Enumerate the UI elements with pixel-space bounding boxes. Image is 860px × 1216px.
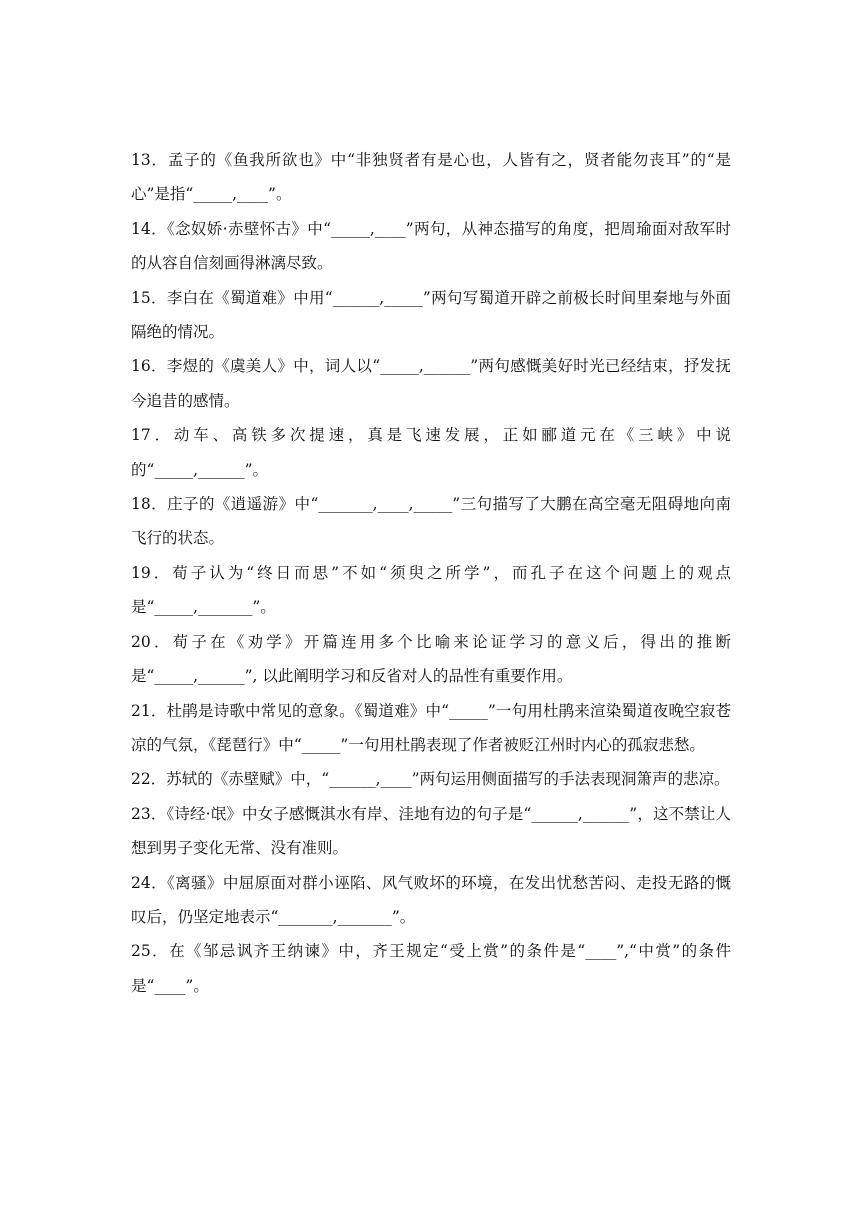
question-list — [131, 143, 731, 1003]
question-21: 21．杜鹃是诗歌中常见的意象。《蜀道难》中“_____”一句用杜鹃来渲染蜀道夜晚空寂苍凉的气氛，《琵琶行》中“_____”一句用杜鹃表现了作者被贬江州时内心的孤寂悲愁。 — [131, 701, 731, 754]
question-15: 15．李白在《蜀道难》中用“______,_____”两句写蜀道开辟之前极长时间里秦地与外面隔绝的情况。 — [131, 288, 731, 342]
question-13: 13．孟子的《鱼我所欲也》中“非独贤者有是心也，人皆有之，贤者能勿丧耳”的“是心”是指“_____,____”。 — [131, 151, 731, 204]
question-23: 23．《诗经·氓》中女子感慨淇水有岸、洼地有边的句子是“______,______”，这不禁让人想到男子变化无常、没有准则。 — [131, 804, 731, 858]
question-16: 16．李煜的《虞美人》中，词人以“_____,______”两句感慨美好时光已经结束，抒发抚今追昔的感情。 — [131, 357, 731, 410]
question-25: 25．在《邹忌讽齐王纳谏》中，齐王规定“受上赏”的条件是“____”,“中赏”的条件是“____”。 — [131, 942, 731, 995]
question-17: 17．动车、高铁多次提速，真是飞速发展，正如郦道元在《三峡》中说的“_____,______”。 — [131, 426, 731, 479]
question-19: 19．荀子认为“终日而思”不如“须臾之所学”，而孔子在这个问题上的观点是“_____,_______”。 — [131, 563, 731, 617]
question-22: 22．苏轼的《赤壁赋》中，“______,____”两句运用侧面描写的手法表现洞箫声的悲凉。 — [131, 770, 730, 789]
question-20: 20．荀子在《劝学》开篇连用多个比喻来论证学习的意义后，得出的推断是“_____,______”, 以此阐明学习和反省对人的品性有重要作用。 — [131, 632, 731, 686]
question-24: 24．《离骚》中屈原面对群小诬陷、风气败坏的环境，在发出忧愁苦闷、走投无路的慨叹后，仍坚定地表示“_______,_______”。 — [131, 873, 731, 926]
question-18: 18．庄子的《逍遥游》中“_______,____,_____”三句描写了大鹏在高空毫无阻碍地向南飞行的状态。 — [131, 495, 731, 548]
question-14: 14．《念奴娇·赤壁怀古》中“_____,____”两句，从神态描写的角度，把周瑜面对敌军时的从容自信刻画得淋漓尽致。 — [131, 219, 731, 273]
